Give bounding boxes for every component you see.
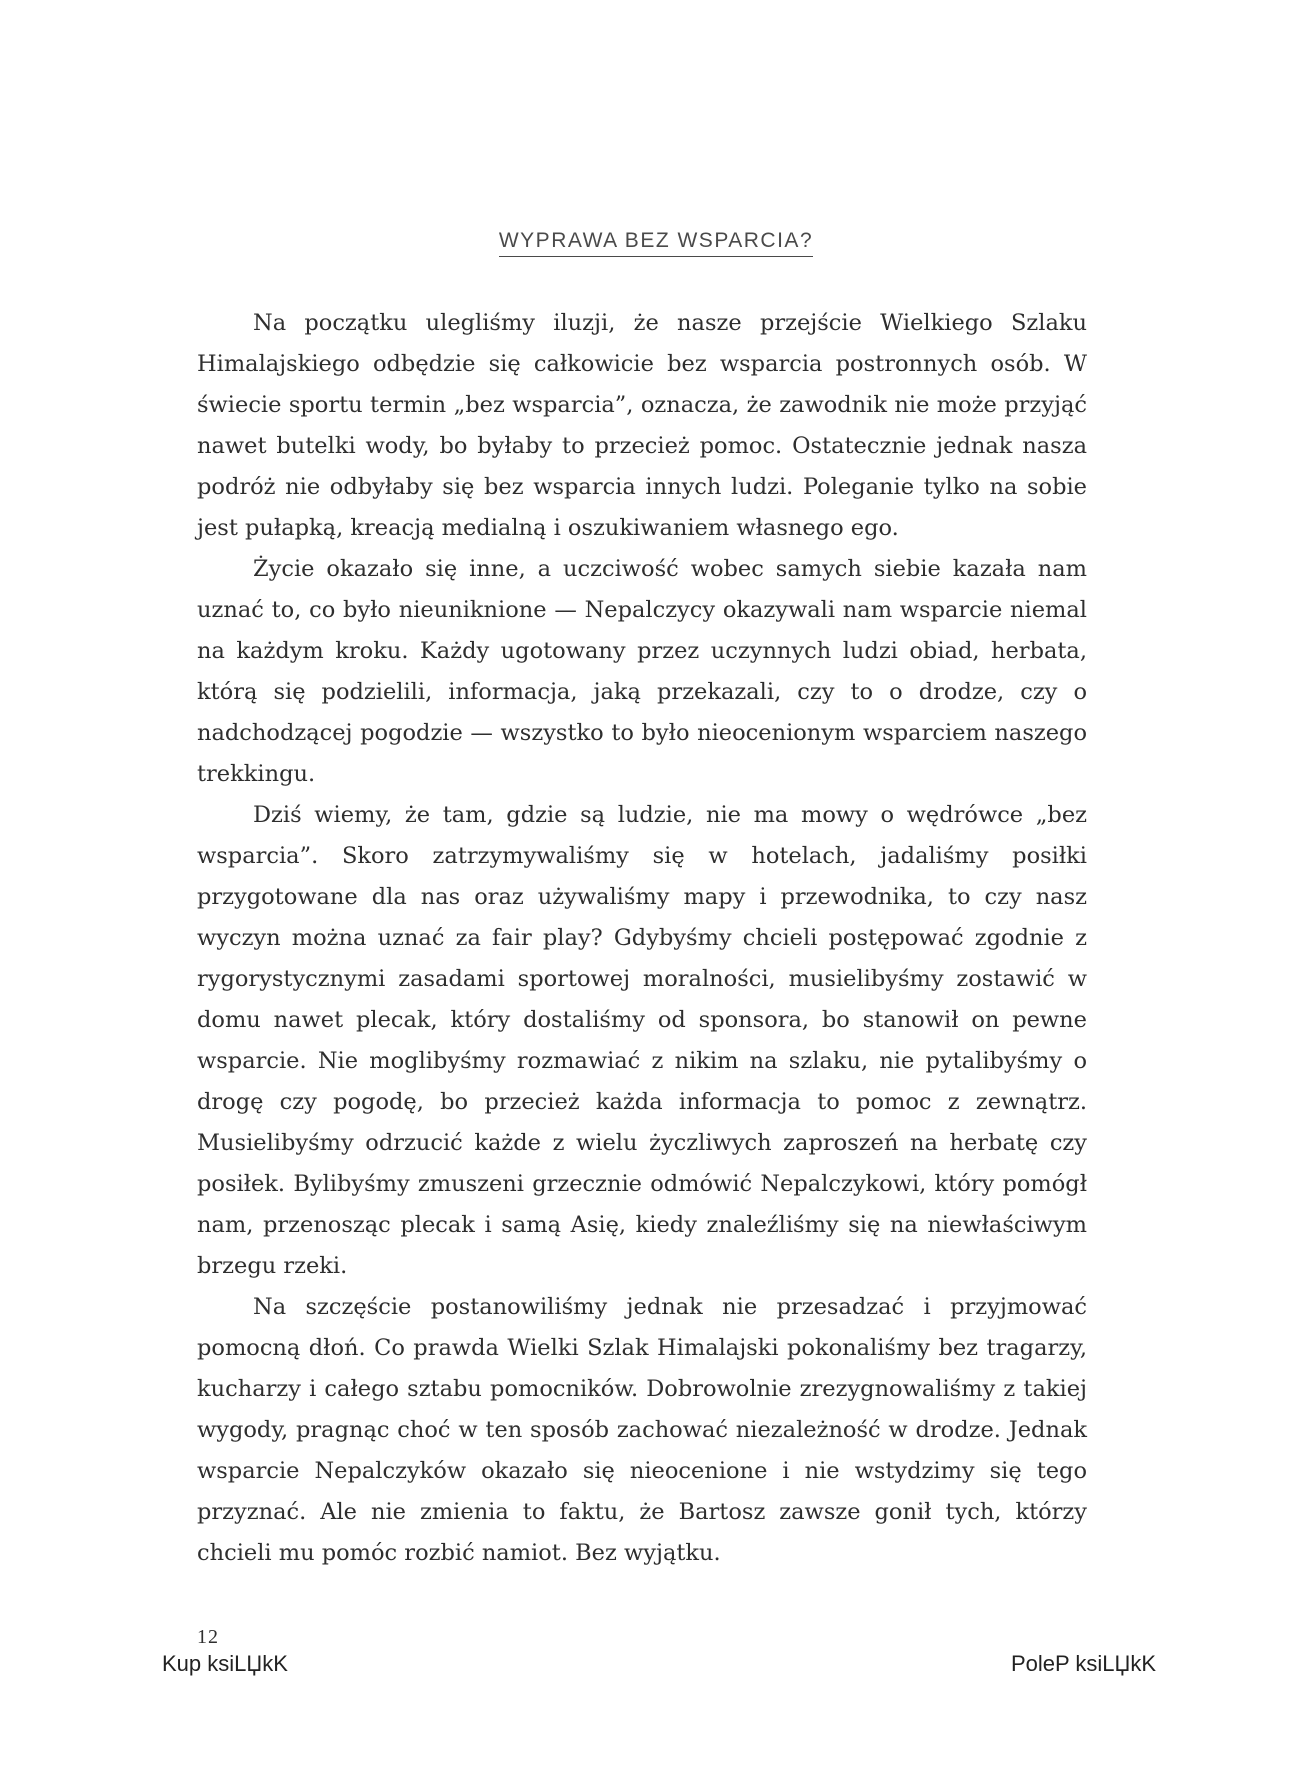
recommend-book-link[interactable]: PoleP ksiLЏkK	[1010, 1651, 1156, 1676]
paragraph: Na początku ulegliśmy iluzji, że nasze przejście Wielkiego Szlaku Himalajskiego odbędzie się całkowicie bez wsparcia postronnych osób. W świecie sportu termin „bez wsparcia”, oznacza, że zawodnik nie może przyjąć nawet butelki wody, bo byłaby to przecież pomoc. Ostatecznie jednak nasza podróż nie odbyłaby się bez wsparcia innych ludzi. Poleganie tylko na sobie jest pułapką, kreacją medialną i oszukiwaniem własnego ego.	[197, 310, 1087, 541]
body-text	[197, 303, 1087, 1574]
buy-book-link[interactable]: Kup ksiLЏkK	[162, 1651, 288, 1676]
chapter-title: WYPRAWA BEZ WSPARCIA?	[499, 229, 813, 257]
page-number: 12	[197, 1626, 219, 1648]
paragraph: Życie okazało się inne, a uczciwość wobec samych siebie kazała nam uznać to, co było nieuniknione — Nepalczycy okazywali nam wsparcie niemal na każdym kroku. Każdy ugotowany przez uczynnych ludzi obiad, herbata, którą się podzielili, informacja, jaką przekazali, czy to o drodze, czy o nadchodzącej pogodzie — wszystko to było nieocenionym wsparciem naszego trekkingu.	[197, 556, 1087, 787]
chapter-heading	[0, 229, 1312, 257]
paragraph: Na szczęście postanowiliśmy jednak nie przesadzać i przyjmować pomocną dłoń. Co prawda Wielki Szlak Himalajski pokonaliśmy bez tragarzy, kucharzy i całego sztabu pomocników. Dobrowolnie zrezygnowaliśmy z takiej wygody, pragnąc choć w ten sposób zachować niezależność w drodze. Jednak wsparcie Nepalczyków okazało się nieocenione i nie wstydzimy się tego przyznać. Ale nie zmienia to faktu, że Bartosz zawsze gonił tych, którzy chcieli mu pomóc rozbić namiot. Bez wyjątku.	[197, 1294, 1087, 1566]
paragraph: Dziś wiemy, że tam, gdzie są ludzie, nie ma mowy o wędrówce „bez wsparcia”. Skoro zatrzymywaliśmy się w hotelach, jadaliśmy posiłki przygotowane dla nas oraz używaliśmy mapy i przewodnika, to czy nasz wyczyn można uznać za fair play? Gdybyśmy chcieli postępować zgodnie z rygorystycznymi zasadami sportowej moralności, musielibyśmy zostawić w domu nawet plecak, który dostaliśmy od sponsora, bo stanowił on pewne wsparcie. Nie moglibyśmy rozmawiać z nikim na szlaku, nie pytalibyśmy o drogę czy pogodę, bo przecież każda informacja to pomoc z zewnątrz. Musielibyśmy odrzucić każde z wielu życzliwych zaproszeń na herbatę czy posiłek. Bylibyśmy zmuszeni grzecznie odmówić Nepalczykowi, który pomógł nam, przenosząc plecak i samą Asię, kiedy znaleźliśmy się na niewłaściwym brzegu rzeki.	[197, 802, 1087, 1279]
